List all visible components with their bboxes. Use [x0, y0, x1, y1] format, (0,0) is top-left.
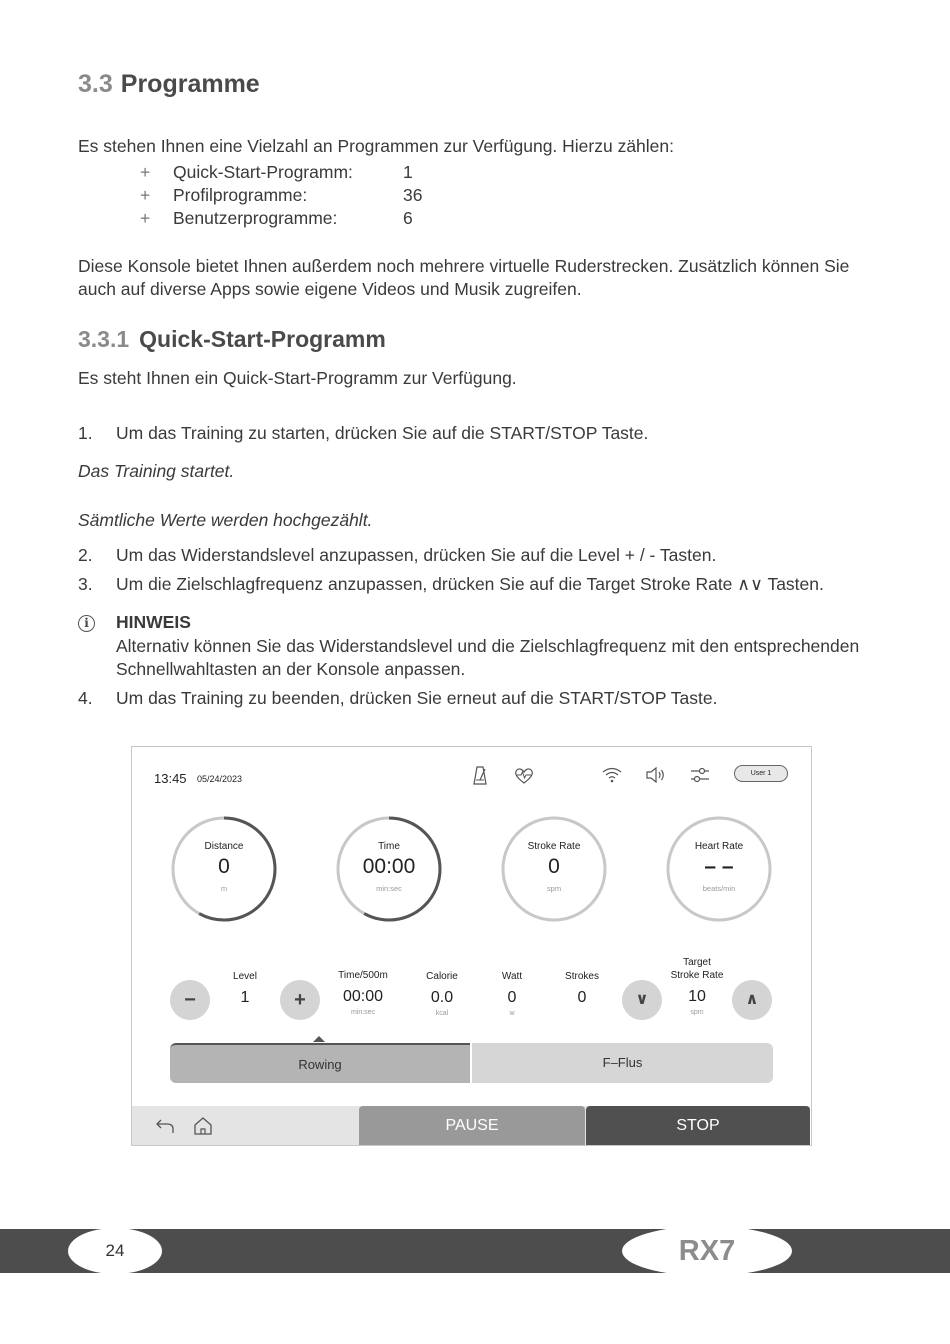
gauge-value: 00:00: [362, 855, 416, 878]
time-gauge: [335, 815, 443, 923]
target-label: Stroke Rate: [670, 970, 724, 981]
step-3: [78, 573, 824, 596]
target-label: Target: [683, 957, 711, 968]
wifi-icon[interactable]: [600, 764, 624, 786]
result-text: Sämtliche Werte werden hochgezählt.: [78, 510, 373, 530]
console-screen: [131, 746, 812, 1146]
list-item: [140, 184, 422, 207]
target-value: 10: [688, 988, 706, 1005]
subsection-intro: Es steht Ihnen ein Quick-Start-Programm zur Verfügung.: [78, 368, 517, 388]
step-text: Um die Zielschlagfrequenz anzupassen, drücken Sie auf die Target Stroke Rate ∧∨ Tasten.: [116, 574, 824, 594]
stat-value: 0.0: [430, 989, 454, 1006]
strokes-stat: [547, 970, 617, 1007]
gauge-value: 0: [548, 855, 560, 878]
time-per-500m-stat: [328, 969, 398, 1016]
stat-value: 0: [507, 989, 517, 1006]
gauge-label: Time: [378, 841, 400, 852]
page-number: 24: [68, 1228, 162, 1274]
gauge-unit: spm: [546, 884, 562, 893]
step-number: 4.: [78, 688, 93, 708]
metronome-icon[interactable]: [468, 764, 492, 786]
level-value: 1: [240, 989, 250, 1006]
target-unit: spm: [690, 1009, 704, 1016]
program-label: Quick-Start-Programm:: [173, 162, 353, 182]
level-minus-button[interactable]: −: [170, 980, 210, 1020]
stop-button[interactable]: STOP: [586, 1106, 810, 1145]
section-title: Programme: [120, 70, 260, 98]
gauge-unit: m: [220, 884, 228, 893]
pause-button[interactable]: PAUSE: [359, 1106, 585, 1145]
note-title: HINWEIS: [116, 612, 191, 632]
rowing-mode-tab[interactable]: Rowing: [170, 1043, 470, 1083]
stat-unit: w: [509, 1010, 515, 1017]
program-count: 36: [403, 185, 423, 205]
stroke-rate-down-button[interactable]: ∨: [622, 980, 662, 1020]
target-stroke-rate: [662, 956, 732, 1016]
stroke-rate-up-button[interactable]: ∧: [732, 980, 772, 1020]
stat-label: Calorie: [426, 971, 458, 982]
subsection-number: 3.3.1: [78, 326, 130, 352]
program-count: 1: [403, 162, 413, 182]
step-text: Um das Training zu beenden, drücken Sie erneut auf die START/STOP Taste.: [116, 688, 718, 708]
section-number: 3.3: [78, 70, 113, 98]
back-icon[interactable]: [154, 1116, 176, 1136]
stat-unit: kcal: [435, 1010, 449, 1017]
plus-bullet: +: [140, 208, 151, 228]
stroke-rate-gauge: [500, 815, 608, 923]
list-item: [140, 207, 422, 230]
level-plus-button[interactable]: +: [280, 980, 320, 1020]
gauge-unit: beats/min: [702, 884, 736, 893]
step-4: [78, 687, 718, 710]
home-icon[interactable]: [192, 1116, 214, 1136]
intro-paragraph: Es stehen Ihnen eine Vielzahl an Programmen zur Verfügung. Hierzu zählen:: [78, 136, 675, 156]
stat-label: Watt: [501, 971, 523, 982]
step-number: 1.: [78, 423, 93, 443]
f-plus-mode-tab[interactable]: F–Flus: [472, 1043, 773, 1083]
gauge-label: Stroke Rate: [527, 841, 581, 852]
level-display: [210, 970, 280, 1007]
stat-label: Time/500m: [338, 970, 388, 981]
stat-value: 00:00: [342, 988, 384, 1005]
volume-icon[interactable]: [644, 764, 668, 786]
plus-bullet: +: [140, 185, 151, 205]
gauge-label: Distance: [204, 841, 244, 852]
heart-rate-icon[interactable]: [512, 764, 536, 786]
list-item: [140, 161, 422, 184]
info-icon: i: [78, 615, 95, 632]
section-heading: [78, 70, 260, 99]
subsection-heading: [78, 326, 386, 353]
program-count: 6: [403, 208, 413, 228]
clock: 13:45: [154, 771, 187, 786]
user-button[interactable]: User 1: [734, 765, 788, 782]
watt-stat: [477, 970, 547, 1017]
step-1: [78, 422, 648, 445]
distance-gauge: [170, 815, 278, 923]
stat-value: 0: [577, 989, 587, 1006]
step-text: Um das Training zu starten, drücken Sie auf die START/STOP Taste.: [116, 423, 649, 443]
gauge-unit: min:sec: [376, 884, 402, 893]
plus-bullet: +: [140, 162, 151, 182]
program-label: Benutzerprogramme:: [173, 208, 338, 228]
gauge-value: – –: [704, 855, 734, 878]
calorie-stat: [407, 970, 477, 1017]
console-paragraph: Diese Konsole bietet Ihnen außerdem noch mehrere virtuelle Ruderstrecken. Zusätzlich können Sie auch auf diverse Apps sowie eigene Videos und Musik zugreifen.: [78, 256, 850, 299]
settings-sliders-icon[interactable]: [688, 764, 712, 786]
program-label: Profilprogramme:: [173, 185, 308, 205]
subsection-title: Quick-Start-Programm: [139, 326, 386, 352]
date: 05/24/2023: [197, 774, 243, 784]
step-text: Um das Widerstandslevel anzupassen, drücken Sie auf die Level + / - Tasten.: [116, 545, 717, 565]
gauge-value: 0: [218, 855, 230, 878]
stat-label: Strokes: [565, 971, 599, 982]
step-number: 3.: [78, 574, 93, 594]
stat-unit: min:sec: [350, 1009, 376, 1016]
gauge-label: Heart Rate: [694, 841, 744, 852]
step-2: [78, 544, 716, 567]
result-text: Das Training startet.: [78, 461, 235, 481]
heart-rate-gauge: [665, 815, 773, 923]
program-list: [140, 161, 422, 230]
step-number: 2.: [78, 545, 93, 565]
model-name: RX7: [622, 1226, 792, 1276]
level-label: Level: [233, 971, 257, 982]
note-text: Alternativ können Sie das Widerstandslevel und die Zielschlagfrequenz mit den entsprechenden Schnellwahltasten an der Konsole anpassen.: [116, 636, 860, 679]
selected-mode-marker: [313, 1036, 325, 1042]
